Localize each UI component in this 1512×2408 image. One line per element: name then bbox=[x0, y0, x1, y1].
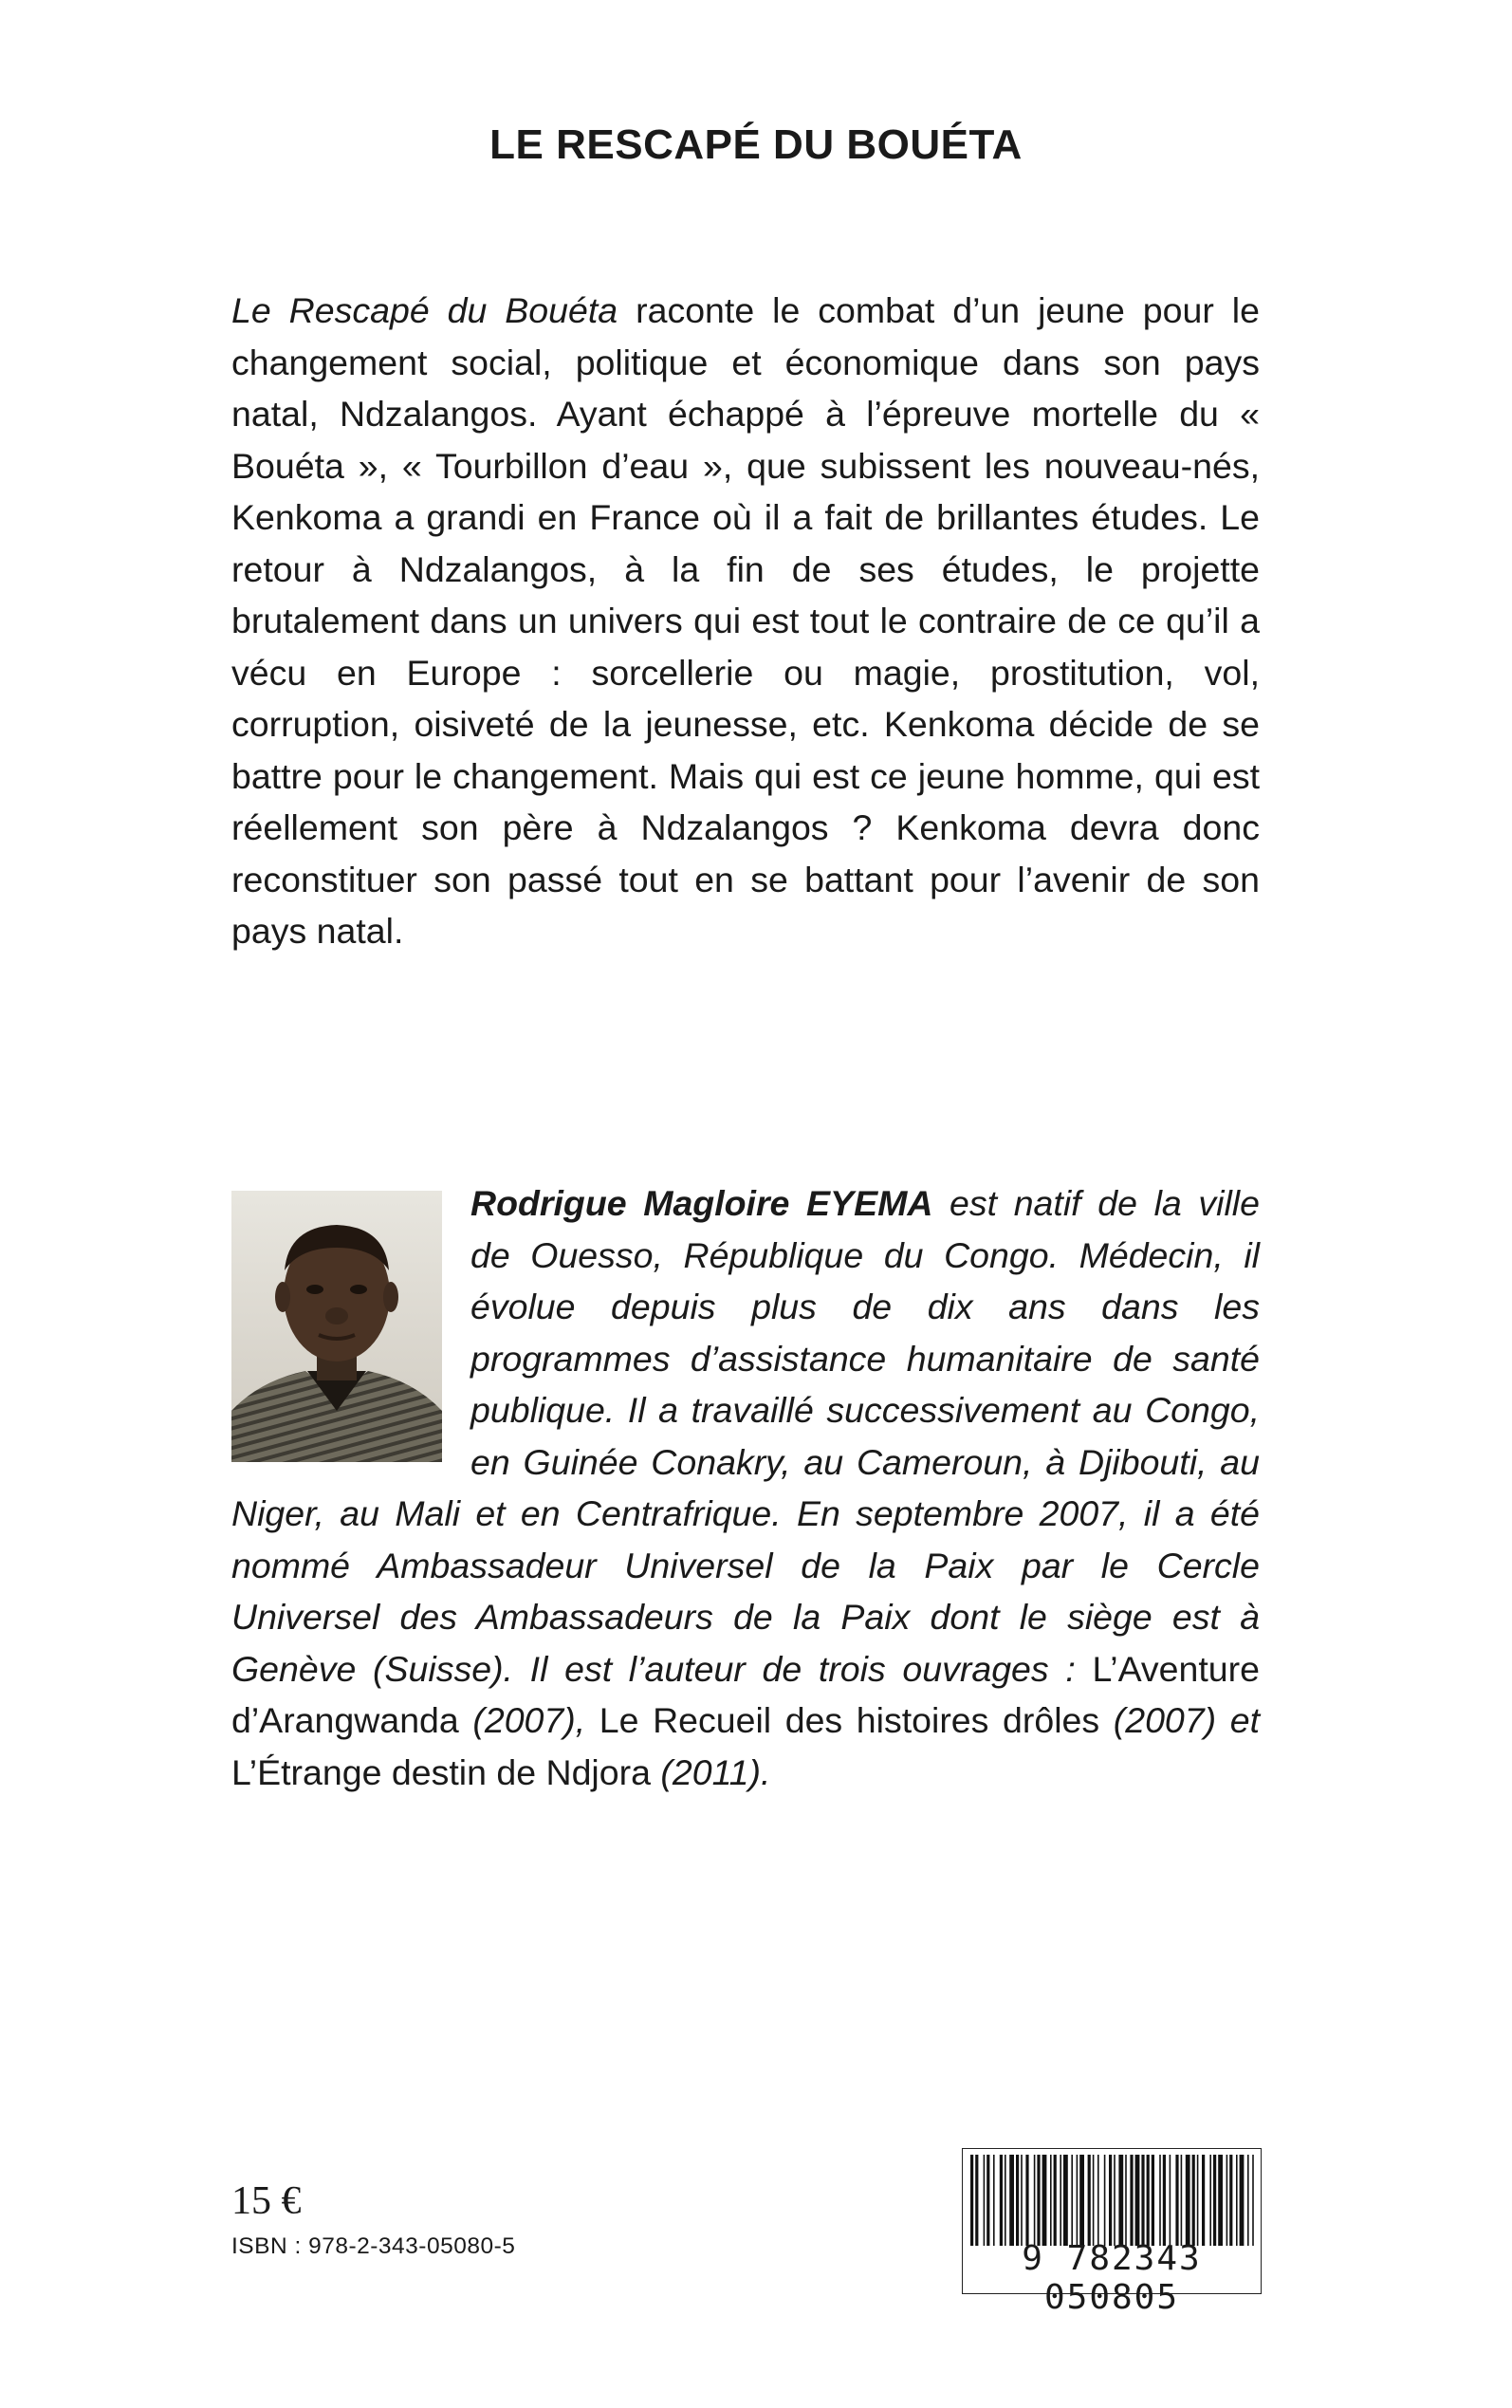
isbn: ISBN : 978-2-343-05080-5 bbox=[231, 2233, 516, 2259]
work-year-2: (2007) et bbox=[1099, 1700, 1260, 1740]
work-title-3: L’Étrange destin de Ndjora bbox=[231, 1751, 651, 1792]
book-title: LE RESCAPÉ DU BOUÉTA bbox=[489, 121, 1023, 168]
author-bio bbox=[231, 1177, 1260, 1798]
synopsis-book-title: Le Rescapé du Bouéta bbox=[231, 290, 618, 330]
barcode-digits: 9 782343 050805 bbox=[1022, 2239, 1202, 2317]
price: 15 € bbox=[231, 2179, 302, 2223]
synopsis bbox=[231, 285, 1260, 957]
work-title-2: Le Recueil des histoires drôles bbox=[599, 1700, 1100, 1740]
author-bio-text: est natif de la ville de Ouesso, République du Congo. Médecin, il évolue depuis plus de dix ans dans les programmes d’assistance humanitaire de santé publique. Il a travaillé successivement au Congo, en Guinée Conakry, au Cameroun, à Djibouti, au Niger, au Mali et en Centrafrique. En septembre 2007, il a été nommé Ambassadeur Universel de la Paix par le Cercle Universel des Ambassadeurs de la Paix dont le siège est à Genève (Suisse). Il est l’auteur de trois ouvrages : bbox=[231, 1183, 1260, 1689]
work-year-1: (2007), bbox=[458, 1700, 599, 1740]
work-year-3: (2011). bbox=[650, 1751, 771, 1792]
work-title-1: L’Aventure d’Arangwanda bbox=[231, 1648, 1260, 1740]
author-name: Rodrigue Magloire EYEMA bbox=[470, 1183, 933, 1223]
synopsis-text: raconte le combat d’un jeune pour le changement social, politique et économique dans son pays natal, Ndzalangos. Ayant échappé à l’épreuve mortelle du « Bouéta », « Tourbillon d’eau », que subissent les nouveau-nés, Kenkoma a grandi en France où il a fait de brillantes études. Le retour à Ndzalangos, à la fin de ses études, le projette brutalement dans un univers qui est tout le contraire de ce qu’il a vécu en Europe : sorcellerie ou magie, prostitution, vol, corruption, oisiveté de la jeunesse, etc. Kenkoma décide de se battre pour le changement. Mais qui est ce jeune homme, qui est réellement son père à Ndzalangos ? Kenkoma devra donc reconstituer son passé tout en se battant pour l’avenir de son pays natal. bbox=[231, 290, 1260, 951]
author-photo bbox=[231, 1191, 442, 1462]
